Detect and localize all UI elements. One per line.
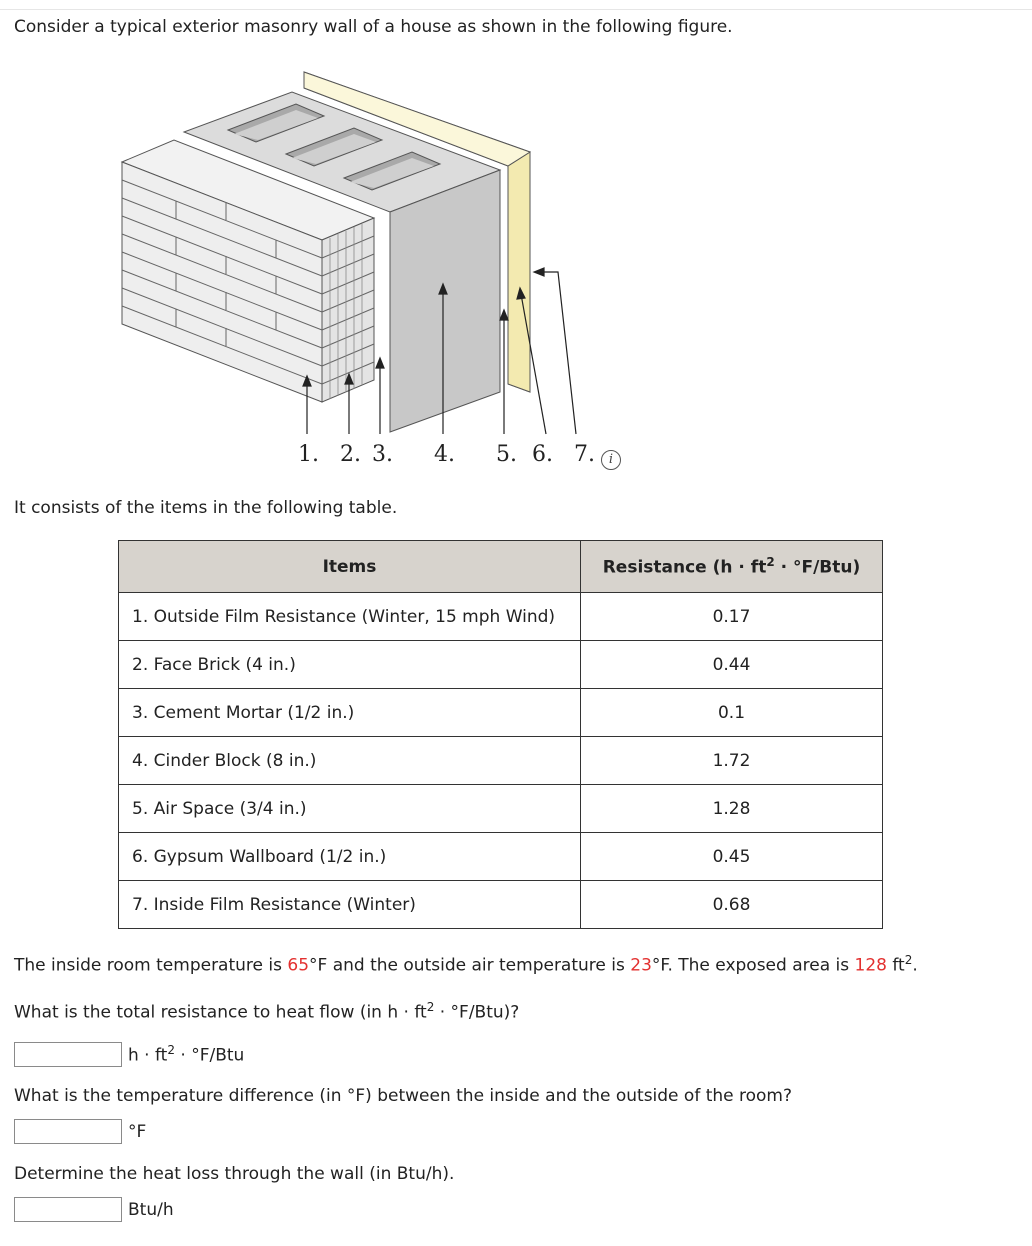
statement-text: ft xyxy=(886,955,905,976)
heat-loss-input[interactable] xyxy=(14,1197,122,1222)
item-cell: 2. Face Brick (4 in.) xyxy=(119,641,581,689)
statement-text: °F and the outside air temperature is xyxy=(309,955,631,976)
area-value: 128 xyxy=(854,955,887,976)
resistance-header xyxy=(581,541,883,593)
table-row xyxy=(119,737,883,785)
area-unit-sup: 2 xyxy=(904,953,913,967)
answer-row-temperature-difference xyxy=(14,1118,146,1145)
item-cell: 6. Gypsum Wallboard (1/2 in.) xyxy=(119,833,581,881)
statement-text: . xyxy=(912,955,918,976)
unit-text: · °F/Btu xyxy=(174,1045,245,1066)
table-row xyxy=(119,785,883,833)
items-header: Items xyxy=(119,541,581,593)
arrow-7-shaft xyxy=(540,272,576,434)
figure-label-2: 2. xyxy=(340,442,361,467)
unit-text: h · ft xyxy=(128,1045,168,1066)
total-resistance-input[interactable] xyxy=(14,1042,122,1067)
resistance-cell: 1.28 xyxy=(581,785,883,833)
table-row xyxy=(119,881,883,929)
statement-text: °F. The exposed area is xyxy=(651,955,855,976)
total-resistance-unit xyxy=(128,1043,244,1066)
problem-statement xyxy=(14,953,918,976)
gypsum-board-face xyxy=(508,152,530,392)
answer-row-total-resistance xyxy=(14,1041,244,1068)
answer-row-heat-loss xyxy=(14,1196,174,1223)
intro-text: Consider a typical exterior masonry wall of a house as shown in the following figure. xyxy=(14,17,733,37)
resistance-cell: 0.17 xyxy=(581,593,883,641)
arrow-7-head xyxy=(534,268,544,276)
top-divider xyxy=(0,0,1032,10)
item-cell: 3. Cement Mortar (1/2 in.) xyxy=(119,689,581,737)
resistance-cell: 0.68 xyxy=(581,881,883,929)
question-temperature-difference: What is the temperature difference (in °F) between the inside and the outside of the room? xyxy=(14,1086,793,1106)
inside-temperature-value: 65 xyxy=(287,955,310,976)
question-total-resistance xyxy=(14,1000,519,1023)
resistance-cell: 1.72 xyxy=(581,737,883,785)
figure-label-3: 3. xyxy=(372,442,393,467)
item-cell: 7. Inside Film Resistance (Winter) xyxy=(119,881,581,929)
masonry-wall-figure xyxy=(118,62,638,482)
resistance-cell: 0.45 xyxy=(581,833,883,881)
wall-illustration xyxy=(118,62,638,482)
question-text: · °F/Btu)? xyxy=(434,1002,520,1023)
figure-label-4: 4. xyxy=(434,442,455,467)
resistance-header-suffix: · °F/Btu) xyxy=(774,557,861,578)
unit-sup: 2 xyxy=(167,1043,175,1058)
resistance-cell: 0.1 xyxy=(581,689,883,737)
resistance-table xyxy=(118,540,883,929)
figure-label-1: 1. xyxy=(298,442,319,467)
item-cell: 4. Cinder Block (8 in.) xyxy=(119,737,581,785)
figure-label-5: 5. xyxy=(496,442,517,467)
arrow-5-head xyxy=(500,310,508,320)
question-sup: 2 xyxy=(426,1000,435,1014)
temperature-difference-unit: °F xyxy=(128,1121,147,1142)
item-cell: 1. Outside Film Resistance (Winter, 15 mph Wind) xyxy=(119,593,581,641)
table-row xyxy=(119,833,883,881)
table-header-row xyxy=(119,541,883,593)
resistance-header-sup: 2 xyxy=(766,555,775,570)
temperature-difference-input[interactable] xyxy=(14,1119,122,1144)
figure-label-7: 7. xyxy=(574,442,595,467)
heat-loss-unit: Btu/h xyxy=(128,1199,174,1220)
table-row xyxy=(119,593,883,641)
cinder-block-face xyxy=(390,170,500,432)
resistance-cell: 0.44 xyxy=(581,641,883,689)
table-row xyxy=(119,689,883,737)
table-row xyxy=(119,641,883,689)
arrow-3-head xyxy=(376,358,384,368)
resistance-header-prefix: Resistance (h · ft xyxy=(602,557,767,578)
figure-label-6: 6. xyxy=(532,442,553,467)
item-cell: 5. Air Space (3/4 in.) xyxy=(119,785,581,833)
info-icon[interactable]: i xyxy=(601,450,621,470)
question-text: What is the total resistance to heat flow (in h · ft xyxy=(14,1002,427,1023)
outside-temperature-value: 23 xyxy=(630,955,652,976)
table-intro-text: It consists of the items in the following table. xyxy=(14,498,398,518)
question-heat-loss: Determine the heat loss through the wall (in Btu/h). xyxy=(14,1164,455,1184)
statement-text: The inside room temperature is xyxy=(14,955,288,976)
